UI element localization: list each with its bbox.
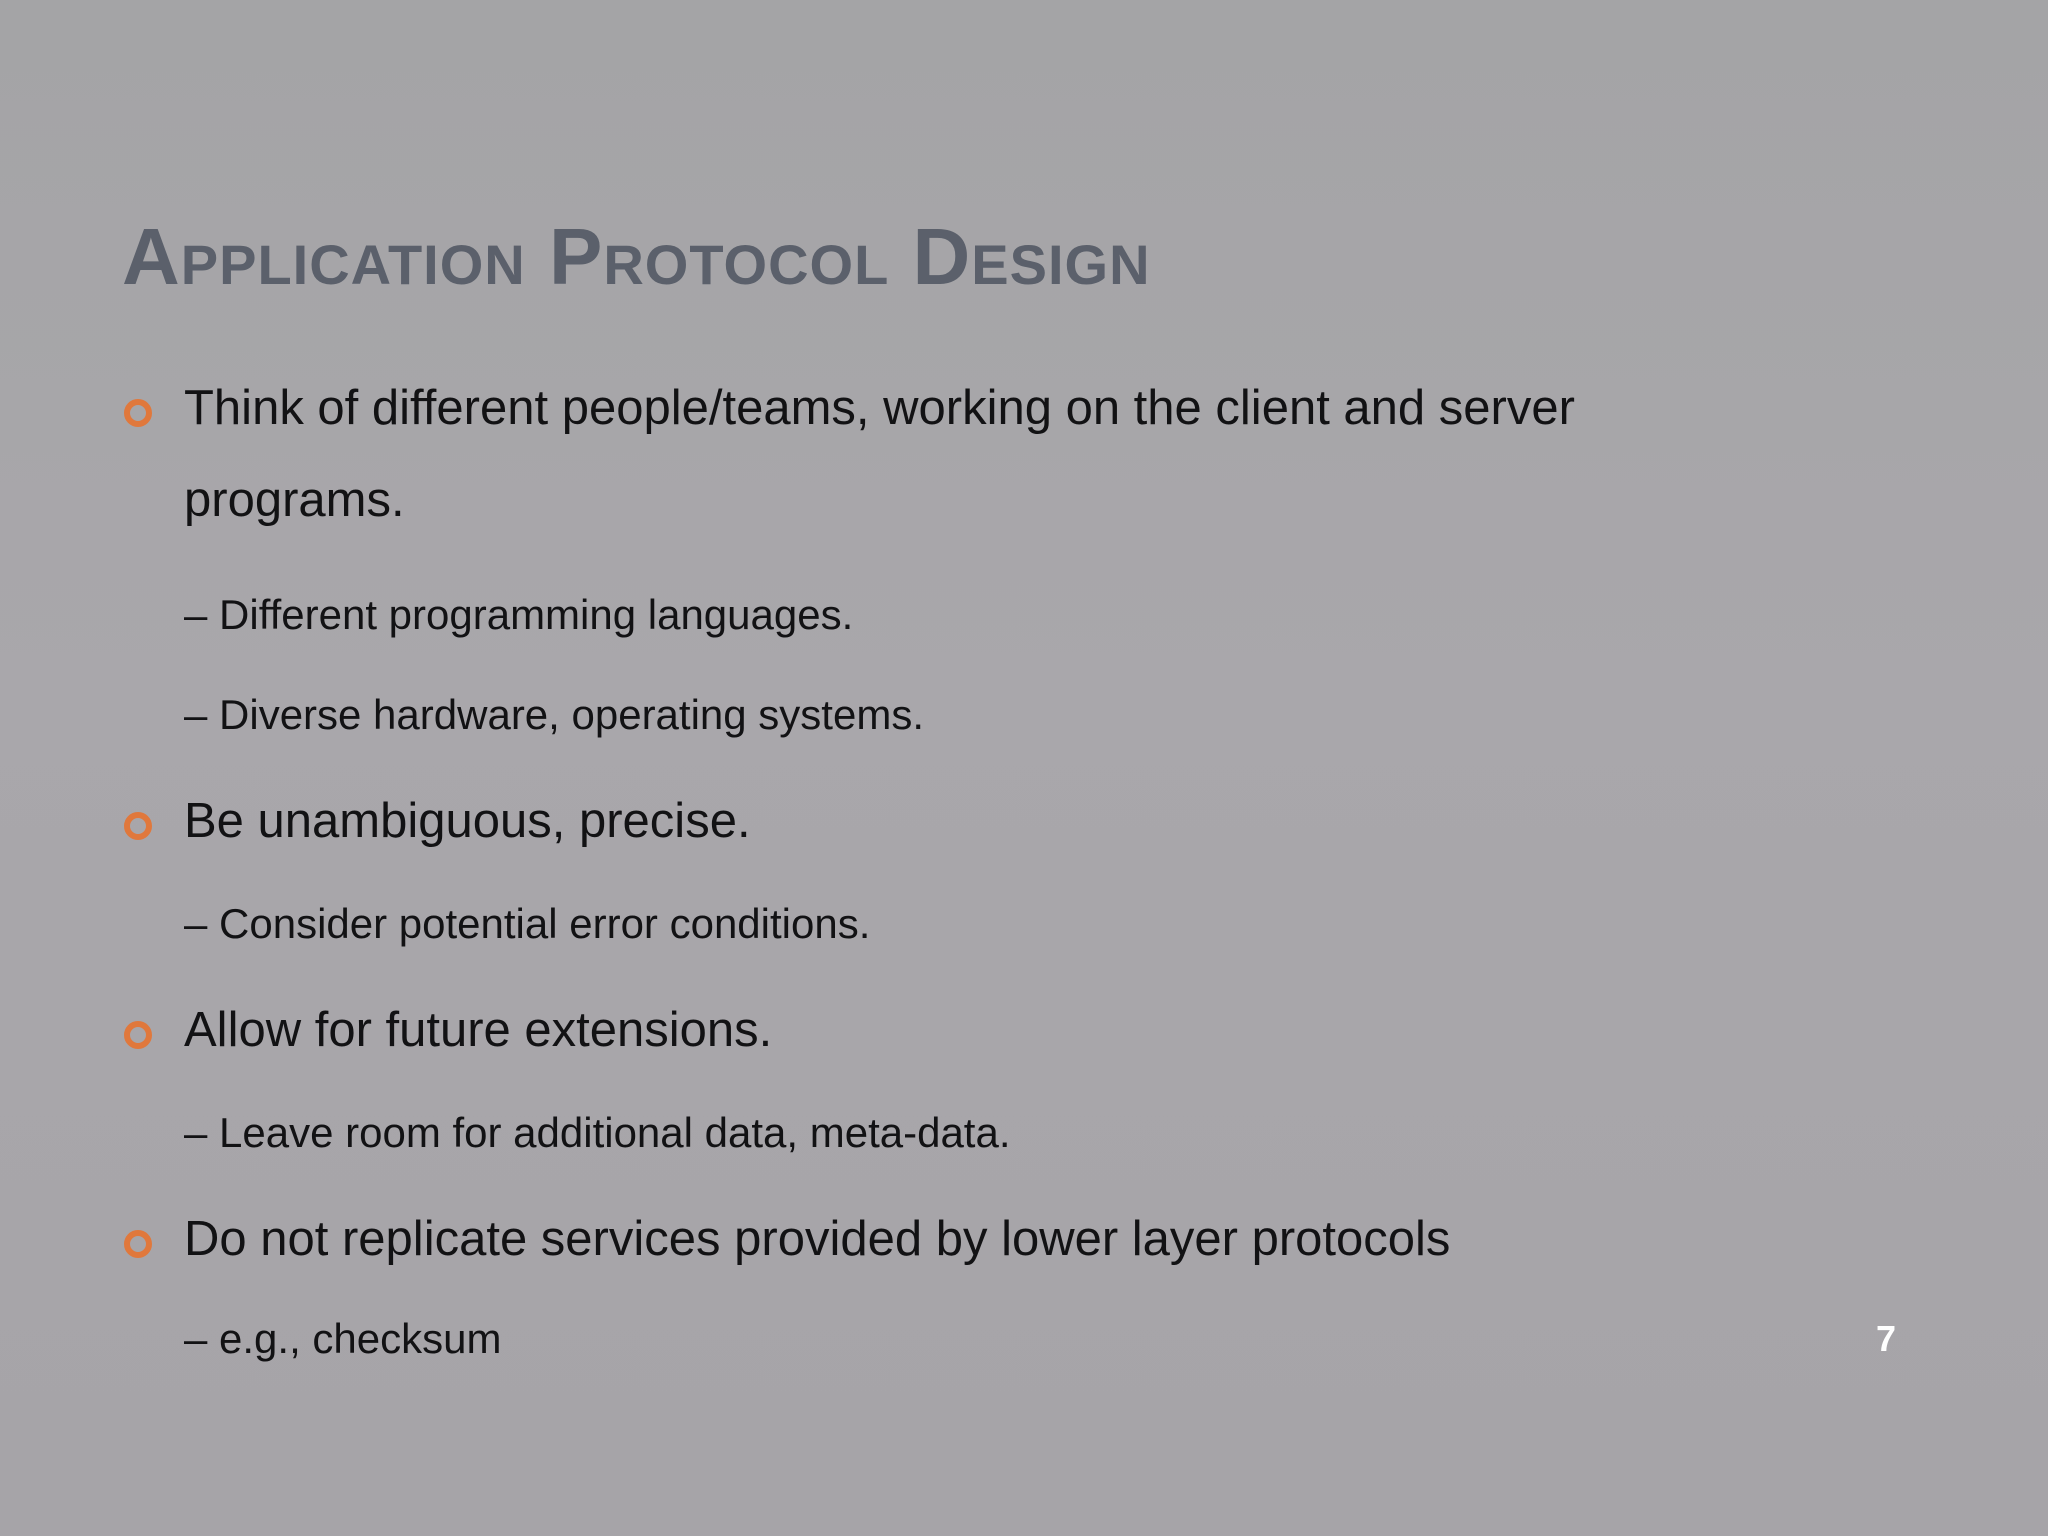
bullet-circle-icon — [124, 812, 152, 840]
sub-item-text: – e.g., checksum — [184, 1315, 502, 1362]
bullet-circle-icon — [124, 1230, 152, 1258]
bullet-text: Do not replicate services provided by lower layer protocols — [184, 1212, 1451, 1266]
bullet-text: Allow for future extensions. — [184, 1003, 773, 1057]
sub-item-text: – Diverse hardware, operating systems. — [184, 691, 924, 738]
slide-title: Application Protocol Design — [122, 212, 1151, 301]
page-number: 7 — [1876, 1318, 1897, 1359]
bullet-circle-icon — [124, 1021, 152, 1049]
bullet-circle-icon — [124, 399, 152, 427]
sub-item-text: – Consider potential error conditions. — [184, 900, 871, 947]
bullet-text: Think of different people/teams, working on the client and server — [184, 381, 1575, 435]
sub-item-text: – Different programming languages. — [184, 591, 854, 638]
sub-item-text: – Leave room for additional data, meta-data. — [184, 1109, 1011, 1156]
bullet-text-continued: programs. — [184, 473, 405, 527]
bullet-text: Be unambiguous, precise. — [184, 794, 751, 848]
